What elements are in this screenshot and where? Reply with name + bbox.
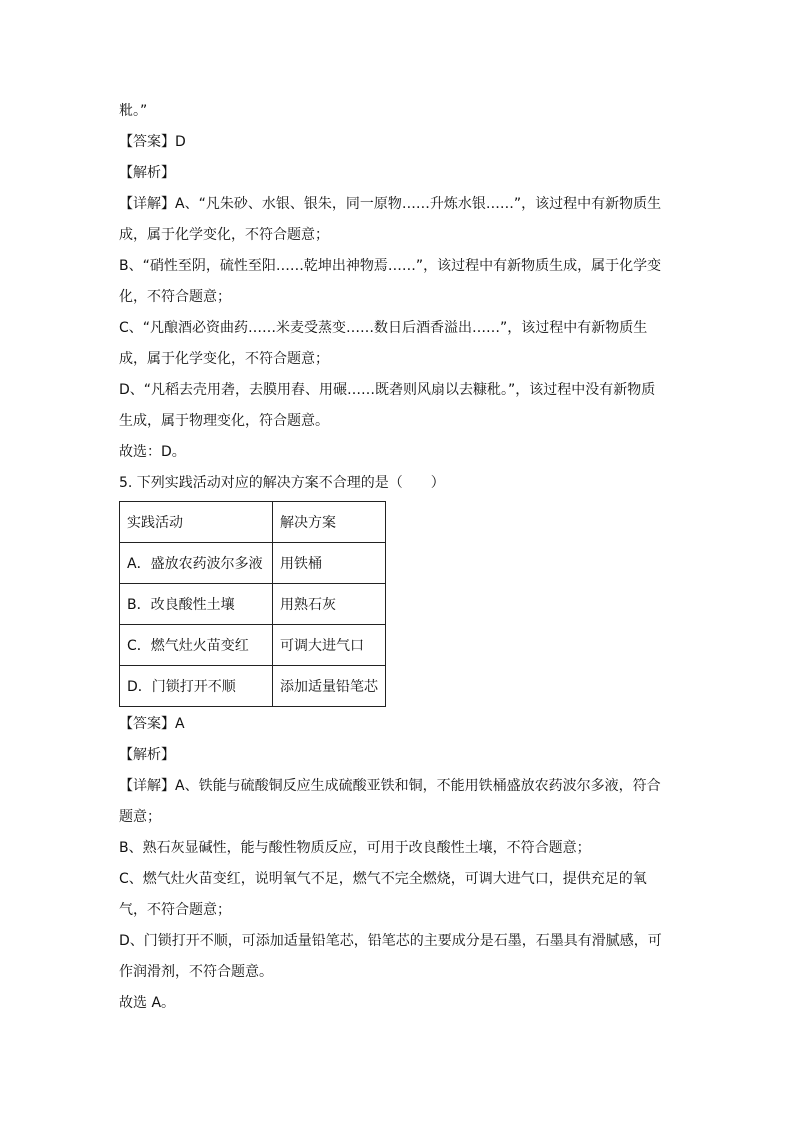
table-header-row: [120, 502, 386, 543]
q5-table: [119, 501, 386, 707]
q5-detail-line: C、燃气灶火苗变红，说明氧气不足，燃气不完全燃烧，可调大进气口，提供充足的氧: [119, 871, 647, 887]
q5-answer: 【答案】A: [119, 716, 185, 732]
q5-detail-line: B、熟石灰显碱性，能与酸性物质反应，可用于改良酸性土壤，不符合题意；: [119, 840, 591, 856]
table-row: [120, 543, 386, 584]
q5-detail-line: 作润滑剂，不符合题意。: [119, 964, 273, 980]
q4-conclusion: 故选：D。: [119, 444, 186, 460]
q4-detail-line: C、“凡酿酒必资曲药……米麦受蒸变……数日后酒香溢出……”，该过程中有新物质生: [119, 320, 648, 336]
table-row: [120, 584, 386, 625]
q5-conclusion: 故选 A。: [119, 995, 176, 1011]
q4-detail-line: B、“硝性至阴，硫性至阳……乾坤出神物焉……”，该过程中有新物质生成，属于化学变: [119, 258, 662, 274]
table-cell: C．燃气灶火苗变红: [120, 625, 273, 666]
page-content: [119, 96, 679, 1019]
table-cell: 添加适量铅笔芯: [273, 666, 386, 707]
q4-detail-line: 化，不符合题意；: [119, 289, 231, 305]
table-cell: 用铁桶: [273, 543, 386, 584]
table-cell: D．门锁打开不顺: [120, 666, 273, 707]
q4-answer: 【答案】D: [119, 134, 186, 150]
table-cell: B．改良酸性土壤: [120, 584, 273, 625]
q4-detail-line: 成，属于化学变化，不符合题意；: [119, 351, 329, 367]
table-cell: 用熟石灰: [273, 584, 386, 625]
table-header-cell: 解决方案: [273, 502, 386, 543]
table-header-cell: 实践活动: [120, 502, 273, 543]
table-row: [120, 625, 386, 666]
q4-detail-line: 【详解】A、“凡朱砂、水银、银朱，同一原物……升炼水银……”，该过程中有新物质生: [119, 196, 662, 212]
table-cell: A．盛放农药波尔多液: [120, 543, 273, 584]
q4-detail-line: 成，属于化学变化，不符合题意；: [119, 227, 329, 243]
table-cell: 可调大进气口: [273, 625, 386, 666]
q4-analysis-title: 【解析】: [119, 165, 175, 181]
q5-detail: [119, 771, 679, 1019]
q4-detail-line: 生成，属于物理变化，符合题意。: [119, 413, 329, 429]
q4-detail: [119, 189, 679, 468]
q5-detail-line: 题意；: [119, 809, 161, 825]
q5-stem: 5. 下列实践活动对应的解决方案不合理的是（ ）: [119, 475, 445, 491]
q5-detail-line: 【详解】A、铁能与硫酸铜反应生成硫酸亚铁和铜，不能用铁桶盛放农药波尔多液，符合: [119, 778, 661, 794]
q4-detail-line: D、“凡稻去壳用砻，去膜用舂、用碾……既砻则风扇以去糠秕。”，该过程中没有新物质: [119, 382, 656, 398]
q5-detail-line: 气，不符合题意；: [119, 902, 231, 918]
q5-detail-line: D、门锁打开不顺，可添加适量铅笔芯，铅笔芯的主要成分是石墨，石墨具有滑腻感，可: [119, 933, 662, 949]
table-row: [120, 666, 386, 707]
q5-analysis-title: 【解析】: [119, 747, 175, 763]
q4-tail-text: 粃。”: [119, 103, 148, 119]
